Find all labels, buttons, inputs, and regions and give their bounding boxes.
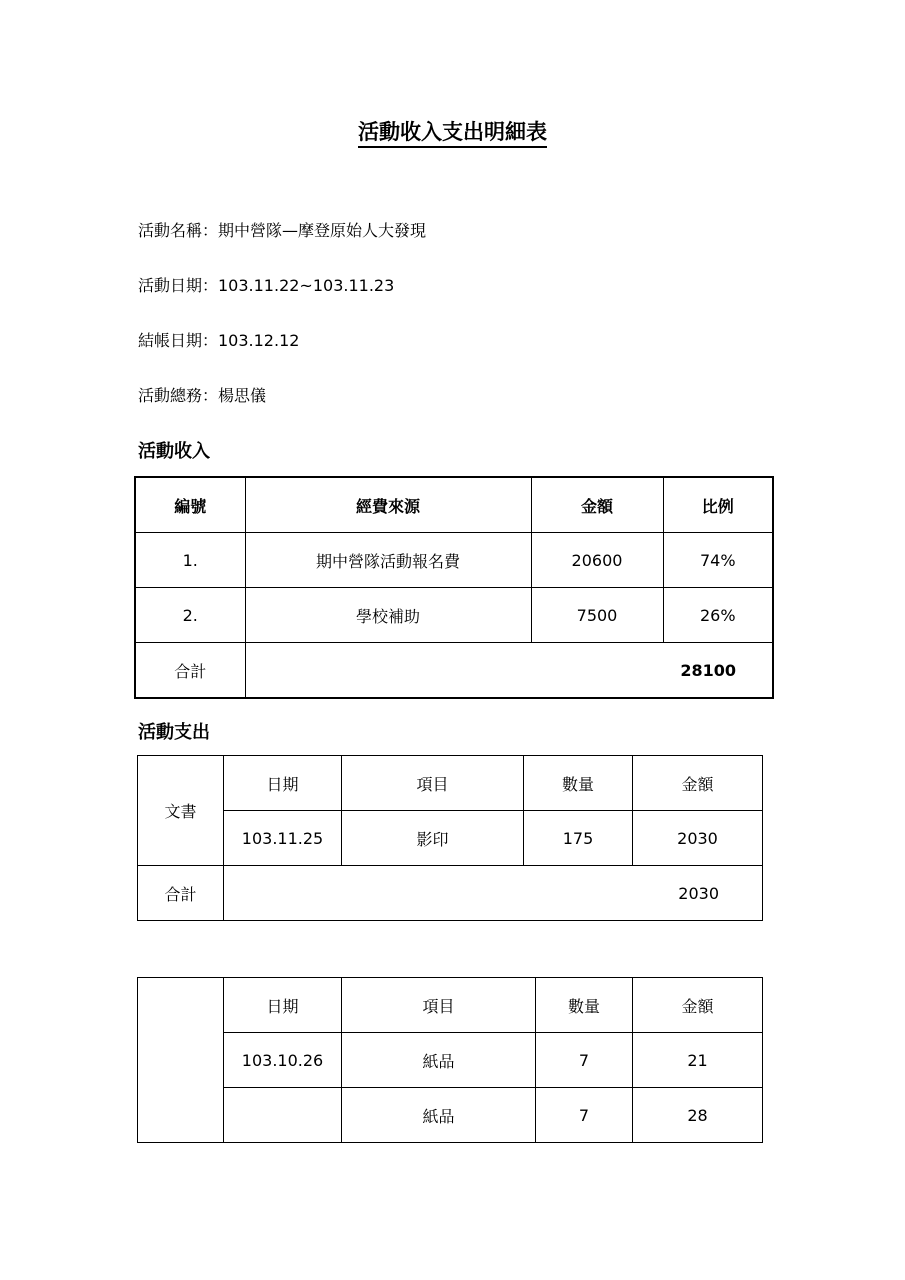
header-cell: 數量 bbox=[524, 756, 633, 811]
table-row bbox=[138, 811, 763, 866]
expense-heading: 活動支出 bbox=[138, 722, 210, 743]
table-row bbox=[138, 1088, 763, 1143]
table-cell: 紙品 bbox=[342, 1033, 536, 1088]
header-cell: 數量 bbox=[536, 978, 633, 1033]
income-table bbox=[134, 476, 774, 699]
header-cell: 項目 bbox=[342, 978, 536, 1033]
table-cell: 74% bbox=[663, 533, 773, 588]
table-cell: 1. bbox=[135, 533, 245, 588]
table-cell: 21 bbox=[633, 1033, 763, 1088]
table-row bbox=[138, 1033, 763, 1088]
table-cell: 7 bbox=[536, 1033, 633, 1088]
income-total-row bbox=[135, 643, 773, 699]
header-cell: 經費來源 bbox=[245, 477, 531, 533]
expense-header-row bbox=[138, 756, 763, 811]
table-cell: 175 bbox=[524, 811, 633, 866]
table-cell: 28 bbox=[633, 1088, 763, 1143]
table-cell: 學校補助 bbox=[245, 588, 531, 643]
table-cell: 2030 bbox=[633, 811, 763, 866]
table-cell: 7500 bbox=[531, 588, 663, 643]
expense-category bbox=[138, 978, 224, 1143]
expense-category: 文書 bbox=[138, 756, 224, 866]
total-label: 合計 bbox=[135, 643, 245, 699]
table-cell: 期中營隊活動報名費 bbox=[245, 533, 531, 588]
header-cell: 項目 bbox=[342, 756, 524, 811]
table-cell: 20600 bbox=[531, 533, 663, 588]
header-cell: 比例 bbox=[663, 477, 773, 533]
treasurer: 活動總務：楊思儀 bbox=[138, 386, 267, 405]
income-heading: 活動收入 bbox=[138, 441, 210, 462]
header-cell: 編號 bbox=[135, 477, 245, 533]
expense-total-row bbox=[138, 866, 763, 921]
header-cell: 日期 bbox=[224, 756, 342, 811]
header-cell: 金額 bbox=[633, 978, 763, 1033]
total-value: 28100 bbox=[245, 643, 773, 699]
header-cell: 金額 bbox=[633, 756, 763, 811]
total-label: 合計 bbox=[138, 866, 224, 921]
expense-table-paper bbox=[137, 977, 763, 1143]
header-cell: 日期 bbox=[224, 978, 342, 1033]
table-cell: 7 bbox=[536, 1088, 633, 1143]
table-cell: 26% bbox=[663, 588, 773, 643]
header-cell: 金額 bbox=[531, 477, 663, 533]
table-cell: 影印 bbox=[342, 811, 524, 866]
table-cell: 紙品 bbox=[342, 1088, 536, 1143]
activity-name: 活動名稱：期中營隊—摩登原始人大發現 bbox=[138, 221, 427, 240]
expense-header-row bbox=[138, 978, 763, 1033]
table-row bbox=[135, 533, 773, 588]
table-cell bbox=[224, 1088, 342, 1143]
total-value: 2030 bbox=[224, 866, 763, 921]
table-cell: 103.11.25 bbox=[224, 811, 342, 866]
activity-date: 活動日期：103.11.22~103.11.23 bbox=[138, 276, 395, 295]
table-cell: 103.10.26 bbox=[224, 1033, 342, 1088]
expense-table-stationery bbox=[137, 755, 763, 921]
table-cell: 2. bbox=[135, 588, 245, 643]
income-header-row bbox=[135, 477, 773, 533]
page-title: 活動收入支出明細表 bbox=[0, 116, 905, 146]
closing-date: 結帳日期：103.12.12 bbox=[138, 331, 300, 350]
table-row bbox=[135, 588, 773, 643]
